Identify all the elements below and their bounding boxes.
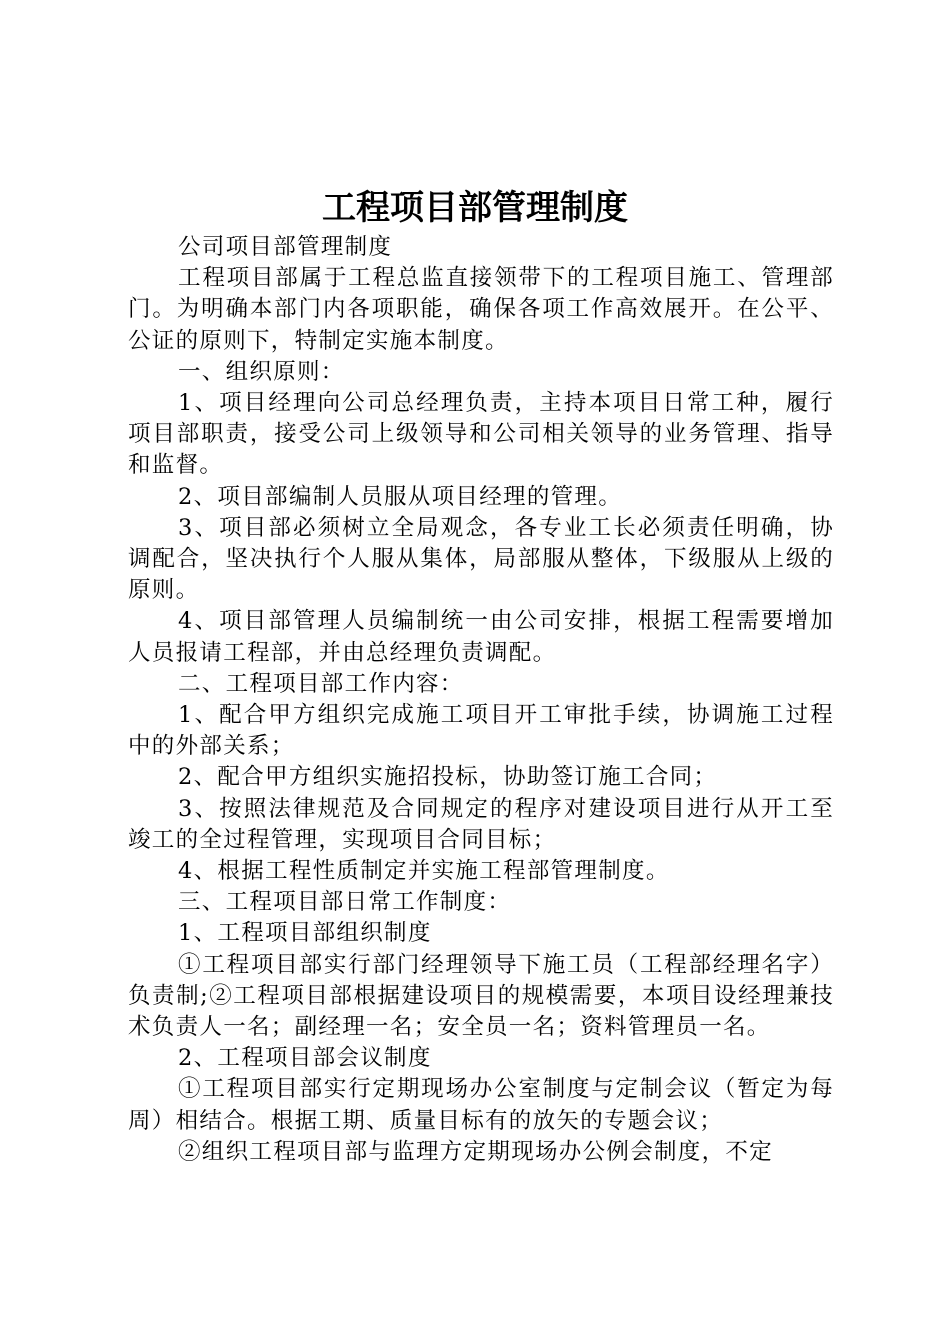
- document-body: [128, 232, 834, 1168]
- subsection-heading-3-1: 1、工程项目部组织制度: [178, 920, 432, 947]
- subsection-heading-3-2: 2、工程项目部会议制度: [178, 1045, 432, 1072]
- paragraph-2-1: 1、配合甲方组织完成施工项目开工审批手续，协调施工过程中的外部关系；: [128, 702, 834, 760]
- paragraph-2-3: 3、按照法律规范及合同规定的程序对建设项目进行从开工至竣工的全过程管理，实现项目合同目标；: [128, 795, 834, 853]
- paragraph-1-2: 2、项目部编制人员服从项目经理的管理。: [178, 483, 623, 510]
- paragraph-intro-heading: 公司项目部管理制度: [178, 234, 393, 260]
- paragraph-3-1: ①工程项目部实行部门经理领导下施工员（工程部经理名字）负责制;②工程项目部根据建设项目的规模需要，本项目设经理兼技术负责人一名；副经理一名；安全员一名；资料管理员一名。: [128, 951, 834, 1041]
- paragraph-1-3: 3、项目部必须树立全局观念，各专业工长必须责任明确，协调配合，坚决执行个人服从集体，局部服从整体，下级服从上级的原则。: [128, 514, 834, 604]
- paragraph-3-2-a: ①工程项目部实行定期现场办公室制度与定制会议（暂定为每周）相结合。根据工期、质量目标有的放矢的专题会议；: [128, 1076, 834, 1134]
- paragraph-intro: 工程项目部属于工程总监直接领带下的工程项目施工、管理部门。为明确本部门内各项职能，确保各项工作高效展开。在公平、公证的原则下，特制定实施本制度。: [128, 265, 834, 354]
- section-heading-3: 三、工程项目部日常工作制度：: [178, 889, 512, 916]
- section-heading-2: 二、工程项目部工作内容：: [178, 670, 464, 697]
- document-title: 工程项目部管理制度: [322, 188, 628, 228]
- paragraph-1-1: 1、项目经理向公司总经理负责，主持本项目日常工种，履行项目部职责，接受公司上级领导和公司相关领导的业务管理、指导和监督。: [128, 390, 834, 479]
- paragraph-2-2: 2、配合甲方组织实施招投标，协助签订施工合同；: [178, 764, 718, 791]
- paragraph-2-4: 4、根据工程性质制定并实施工程部管理制度。: [178, 858, 670, 885]
- section-heading-1: 一、组织原则：: [178, 358, 345, 385]
- paragraph-3-2-b: ②组织工程项目部与监理方定期现场办公例会制度，不定: [178, 1138, 774, 1165]
- paragraph-1-4: 4、项目部管理人员编制统一由公司安排，根据工程需要增加人员报请工程部，并由总经理负责调配。: [128, 608, 834, 666]
